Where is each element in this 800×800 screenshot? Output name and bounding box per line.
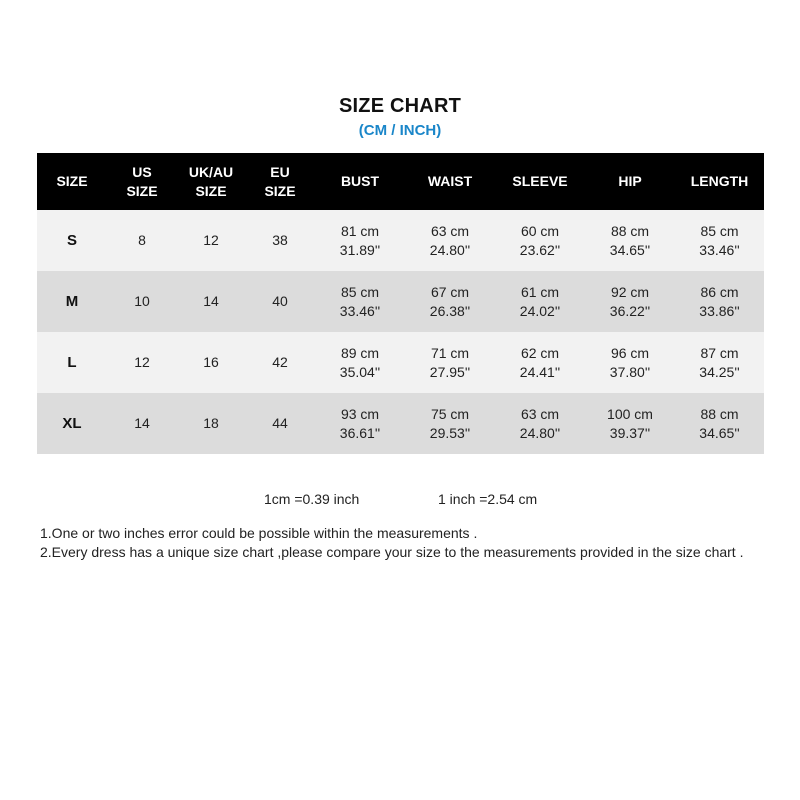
size-cell: L	[37, 332, 107, 393]
sleeve-cell: 61 cm 24.02''	[495, 271, 585, 332]
header-size: SIZE	[37, 153, 107, 210]
table-row	[37, 332, 764, 393]
note-item: 2.Every dress has a unique size chart ,please compare your size to the measurements provided in the size chart .	[40, 544, 744, 560]
bust-cell: 93 cm 36.61''	[315, 393, 405, 454]
eu-size-cell: 38	[245, 210, 315, 271]
us-size-cell: 10	[107, 271, 177, 332]
header-bust: BUST	[315, 153, 405, 210]
sleeve-cell: 60 cm 23.62''	[495, 210, 585, 271]
header-uk-au-size: UK/AU SIZE	[177, 153, 245, 210]
waist-cell: 75 cm 29.53''	[405, 393, 495, 454]
sleeve-cell: 62 cm 24.41''	[495, 332, 585, 393]
page-title: SIZE CHART	[339, 95, 461, 117]
note-item: 1.One or two inches error could be possible within the measurements .	[40, 525, 478, 541]
eu-size-cell: 40	[245, 271, 315, 332]
waist-cell: 67 cm 26.38''	[405, 271, 495, 332]
header-hip: HIP	[585, 153, 675, 210]
header-sleeve: SLEEVE	[495, 153, 585, 210]
uk-size-cell: 16	[177, 332, 245, 393]
size-chart-table	[37, 153, 764, 454]
header-waist: WAIST	[405, 153, 495, 210]
us-size-cell: 14	[107, 393, 177, 454]
length-cell: 85 cm 33.46''	[675, 210, 764, 271]
eu-size-cell: 42	[245, 332, 315, 393]
sleeve-cell: 63 cm 24.80''	[495, 393, 585, 454]
table-row	[37, 210, 764, 271]
table-row	[37, 271, 764, 332]
size-cell: S	[37, 210, 107, 271]
bust-cell: 85 cm 33.46''	[315, 271, 405, 332]
size-cell: XL	[37, 393, 107, 454]
bust-cell: 81 cm 31.89''	[315, 210, 405, 271]
header-us-size: US SIZE	[107, 153, 177, 210]
table-header-row	[37, 153, 764, 210]
length-cell: 87 cm 34.25''	[675, 332, 764, 393]
uk-size-cell: 14	[177, 271, 245, 332]
hip-cell: 100 cm 39.37''	[585, 393, 675, 454]
measurement-notes	[40, 524, 743, 562]
waist-cell: 63 cm 24.80''	[405, 210, 495, 271]
length-cell: 88 cm 34.65''	[675, 393, 764, 454]
waist-cell: 71 cm 27.95''	[405, 332, 495, 393]
hip-cell: 92 cm 36.22''	[585, 271, 675, 332]
eu-size-cell: 44	[245, 393, 315, 454]
page-subtitle: (CM / INCH)	[358, 122, 442, 139]
header-length: LENGTH	[675, 153, 764, 210]
hip-cell: 96 cm 37.80''	[585, 332, 675, 393]
cm-to-inch-conversion: 1cm =0.39 inch	[264, 491, 360, 507]
size-cell: M	[37, 271, 107, 332]
us-size-cell: 8	[107, 210, 177, 271]
hip-cell: 88 cm 34.65''	[585, 210, 675, 271]
header-eu-size: EU SIZE	[245, 153, 315, 210]
uk-size-cell: 12	[177, 210, 245, 271]
length-cell: 86 cm 33.86''	[675, 271, 764, 332]
us-size-cell: 12	[107, 332, 177, 393]
inch-to-cm-conversion: 1 inch =2.54 cm	[438, 491, 538, 507]
bust-cell: 89 cm 35.04''	[315, 332, 405, 393]
uk-size-cell: 18	[177, 393, 245, 454]
table-row	[37, 393, 764, 454]
